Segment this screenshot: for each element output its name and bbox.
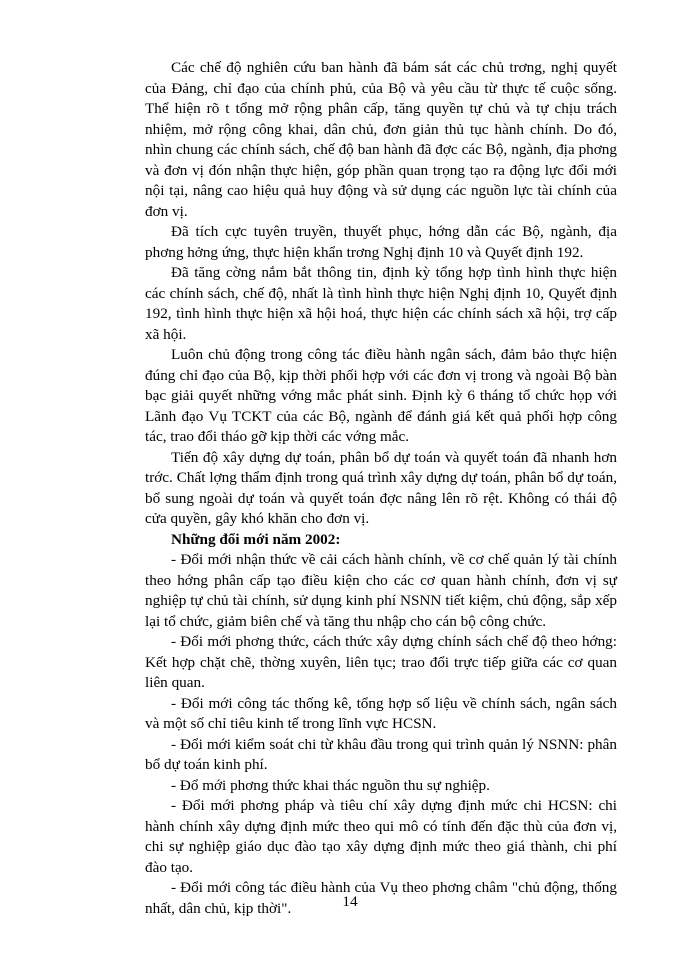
paragraph-information: Đã tăng cờng nắm bắt thông tin, định kỳ tổng hợp tình hình thực hiện các chính sách, chế độ, nhất là tình hình thực hiện Nghị định 10, Quyết định 192, tình hình thực hiện xã hội hoá, thực hiện các chính sách xã hội, trợ cấp xã hội. xyxy=(145,264,617,343)
list-item: - Đổi mới công tác thống kê, tổng hợp số liệu về chính sách, ngân sách và một số chỉ tiêu kinh tế trong lĩnh vực HCSN. xyxy=(145,694,617,732)
document-body xyxy=(145,58,617,919)
paragraph-propaganda: Đã tích cực tuyên truyền, thuyết phục, hớng dẫn các Bộ, ngành, địa phơng hởng ứng, thực hiện khẩn trơng Nghị định 10 và Quyết định 192. xyxy=(145,223,617,261)
paragraph-budget-management: Luôn chủ động trong công tác điều hành ngân sách, đảm bảo thực hiện đúng chỉ đạo của Bộ, kịp thời phối hợp với các đơn vị trong và ngoài Bộ bàn bạc giải quyết những vớng mắc phát sinh. Định kỳ 6 tháng tổ chức họp với Lãnh đạo Vụ TCKT của các Bộ, ngành để đánh giá kết quả phối hợp công tác, trao đổi tháo gỡ kịp thời các vớng mắc. xyxy=(145,346,617,445)
list-item: - Đổi mới phơng pháp và tiêu chí xây dựng định mức chi HCSN: chi hành chính xây dựng định mức theo qui mô có tính đến đặc thù của đơn vị, chi sự nghiệp giáo dục đào tạo xây dựng định mức theo giá thành, chi phí đào tạo. xyxy=(145,797,617,876)
list-item: - Đổ mới phơng thức khai thác nguồn thu sự nghiệp. xyxy=(171,776,490,794)
list-item: - Đổi mới nhận thức về cải cách hành chính, về cơ chế quản lý tài chính theo hớng phân cấp tạo điều kiện cho các cơ quan hành chính, đơn vị sự nghiệp tự chủ tài chính, sử dụng kinh phí NSNN tiết kiệm, chủ động, sắp xếp lại tổ chức, giảm biên chế và tăng thu nhập cho cán bộ công chức. xyxy=(145,551,617,630)
paragraph-policy-summary: Các chế độ nghiên cứu ban hành đã bám sát các chủ trơng, nghị quyết của Đảng, chỉ đạo của chính phủ, của Bộ và yêu cầu từ thực tế cuộc sống. Thể hiện rõ t tổng mở rộng phân cấp, tăng quyền tự chủ và tự chịu trách nhiệm, mở rộng công khai, dân chủ, đơn giản thủ tục hành chính. Do đó, nhìn chung các chính sách, chế độ ban hành đã đợc các Bộ, ngành, địa phơng và đơn vị đón nhận thực hiện, góp phần quan trọng tạo ra động lực đổi mới nội tại, nâng cao hiệu quả huy động và sử dụng các nguồn lực tài chính của đơn vị. xyxy=(145,59,617,220)
section-heading: Những đổi mới năm 2002: xyxy=(171,530,341,548)
list-item: - Đổi mới kiểm soát chi từ khâu đầu trong qui trình quản lý NSNN: phân bổ dự toán kinh phí. xyxy=(145,735,617,773)
list-item: - Đổi mới công tác điều hành của Vụ theo phơng châm "chủ động, thống nhất, dân chủ, kịp thời". xyxy=(145,879,617,917)
list-item: - Đổi mới phơng thức, cách thức xây dựng chính sách chế độ theo hớng: Kết hợp chặt chẽ, thờng xuyên, liên tục; trao đổi trực tiếp giữa các cơ quan liên quan. xyxy=(145,633,617,691)
page-number: 14 xyxy=(342,893,358,910)
paragraph-progress: Tiến độ xây dựng dự toán, phân bổ dự toán và quyết toán đã nhanh hơn trớc. Chất lợng thẩm định trong quá trình xây dựng dự toán, phân bổ dự toán, bổ sung ngoài dự toán và quyết toán đợc nâng lên rõ rệt. Không có thái độ cửa quyền, gây khó khăn cho đơn vị. xyxy=(145,448,617,527)
